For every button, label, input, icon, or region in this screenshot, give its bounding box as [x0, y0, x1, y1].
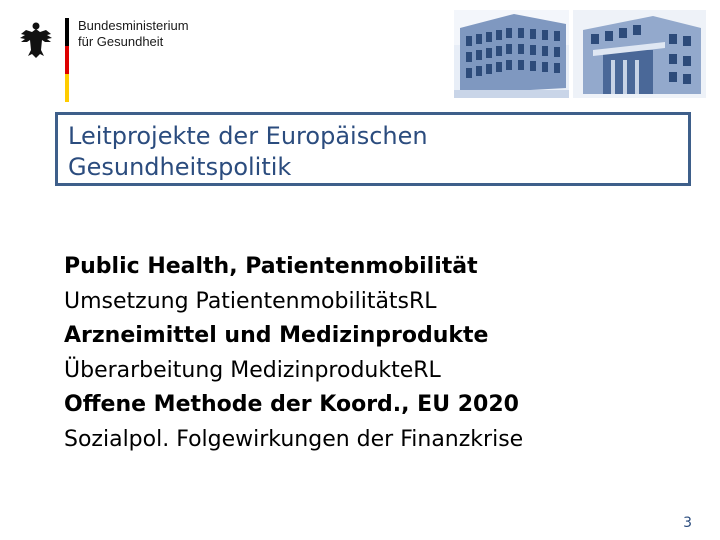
ministry-logo	[14, 14, 189, 98]
page-number: 3	[683, 515, 692, 531]
list-item: Sozialpol. Folgewirkungen der Finanzkrise	[64, 426, 524, 452]
list-item: Arzneimittel und Medizinprodukte	[64, 323, 489, 348]
ministry-name-line1: Bundesministerium	[78, 18, 189, 33]
slide-title	[55, 112, 691, 186]
ministry-name	[78, 18, 189, 50]
list-item: Überarbeitung MedizinprodukteRL	[64, 357, 441, 383]
slide-title-line2: Gesundheitspolitik	[68, 153, 292, 181]
german-flag-stripe	[65, 18, 69, 102]
ministry-name-line2: für Gesundheit	[78, 34, 164, 49]
project-list	[64, 250, 523, 457]
federal-eagle-icon	[20, 20, 52, 60]
slide-title-line1: Leitprojekte der Europäischen	[68, 122, 428, 150]
list-item: Public Health, Patientenmobilität	[64, 254, 478, 279]
list-item: Umsetzung PatientenmobilitätsRL	[64, 288, 437, 314]
building-entrance-photo	[573, 10, 706, 98]
list-item: Offene Methode der Koord., EU 2020	[64, 392, 519, 417]
building-photo	[454, 10, 569, 98]
